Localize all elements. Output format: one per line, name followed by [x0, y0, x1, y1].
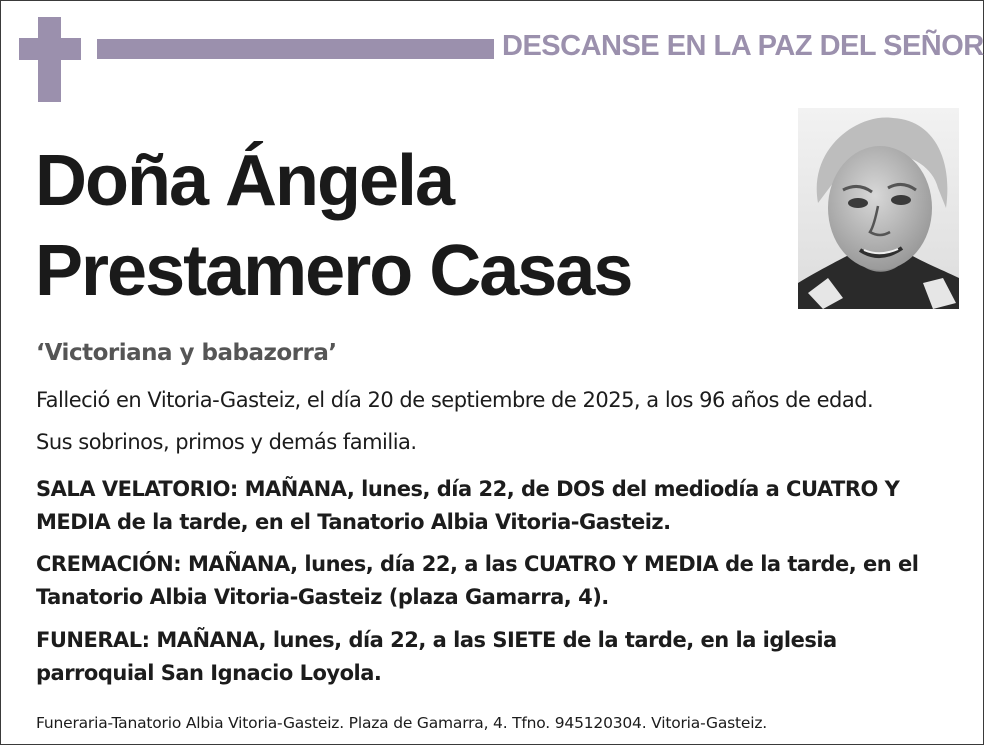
death-notice: Falleció en Vitoria-Gasteiz, el día 20 de septiembre de 2025, a los 96 años de edad. — [36, 388, 874, 412]
wake-line-2: MEDIA de la tarde, en el Tanatorio Albia Vitoria-Gasteiz. — [36, 510, 671, 534]
portrait-photo — [798, 108, 959, 309]
family-notice: Sus sobrinos, primos y demás familia. — [36, 430, 417, 454]
nickname: ‘Victoriana y babazorra’ — [36, 340, 337, 366]
funeral-home-footer: Funeraria-Tanatorio Albia Vitoria-Gasteiz. Plaza de Gamarra, 4. Tfno. 945120304. Vitoria-Gasteiz. — [36, 714, 768, 732]
name-line-1: Doña Ángela — [35, 141, 454, 221]
header-band — [97, 39, 494, 59]
wake-line-1: SALA VELATORIO: MAÑANA, lunes, día 22, de DOS del mediodía a CUATRO Y — [36, 477, 900, 501]
cremation-line-1: CREMACIÓN: MAÑANA, lunes, día 22, a las CUATRO Y MEDIA de la tarde, en el — [36, 552, 919, 576]
name-line-2: Prestamero Casas — [35, 231, 632, 311]
header-title: DESCANSE EN LA PAZ DEL SEÑOR — [502, 30, 984, 62]
funeral-line-1: FUNERAL: MAÑANA, lunes, día 22, a las SIETE de la tarde, en la iglesia — [36, 628, 837, 652]
deceased-name — [35, 136, 775, 316]
funeral-line-2: parroquial San Ignacio Loyola. — [36, 661, 382, 685]
cremation-line-2: Tanatorio Albia Vitoria-Gasteiz (plaza Gamarra, 4). — [36, 585, 609, 609]
